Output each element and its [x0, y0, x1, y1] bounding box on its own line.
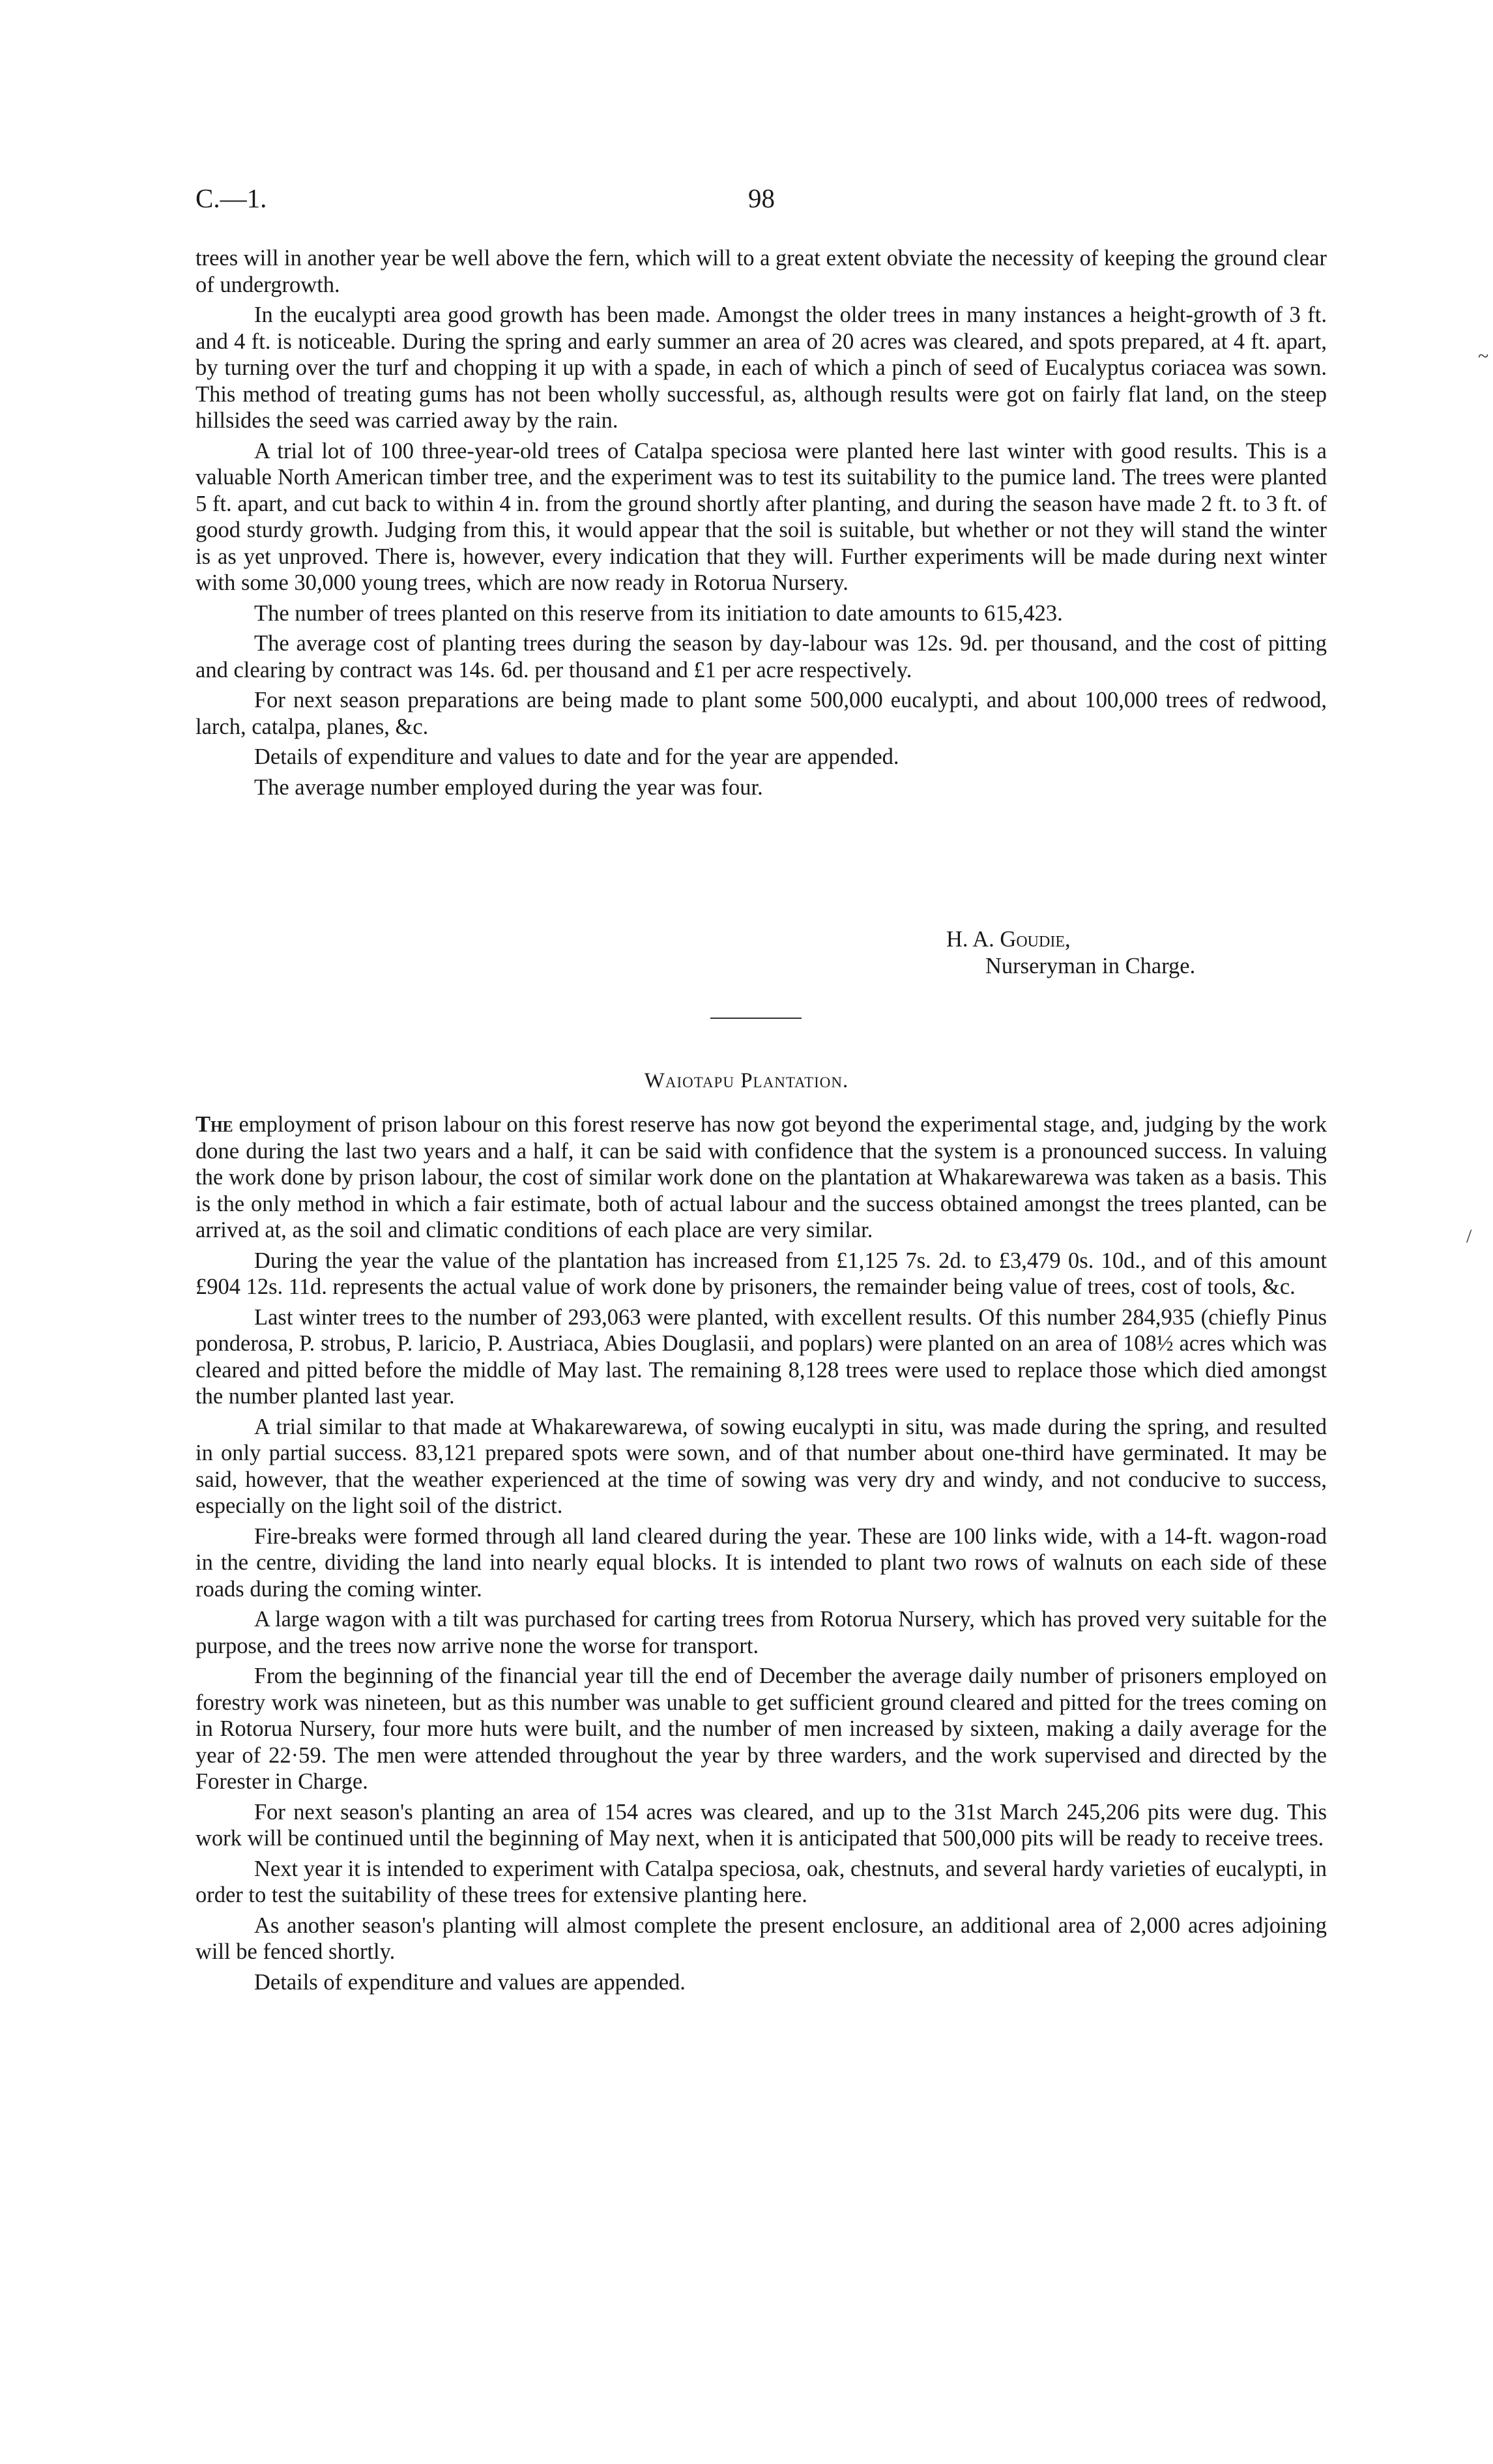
header-document-code: C.—1.: [196, 183, 267, 213]
paragraph: Next year it is intended to experiment with Catalpa speciosa, oak, chestnuts, and several hardy varieties of eucalypti, in order to test the suitability of these trees for extensive planting here.: [196, 1856, 1327, 1907]
section-title: Waiotapu Plantation.: [644, 1069, 849, 1093]
paragraph: Fire-breaks were formed through all land cleared during the year. These are 100 links wide, with a 14-ft. wagon-road in the centre, dividing the land into nearly equal blocks. It is intended to plant two rows of walnuts on each side of these roads during the coming winter.: [196, 1523, 1327, 1602]
paragraph: In the eucalypti area good growth has been made. Amongst the older trees in many instances a height-growth of 3 ft. and 4 ft. is noticeable. During the spring and early summer an area of 20 acres was cleared, and spots prepared, at 4 ft. apart, by turning over the turf and chopping it up with a spade, in each of which a pinch of seed of Eucalyptus coriacea was sown. This method of treating gums has not been wholly successful, as, although results were got on fairly flat land, on the steep hillsides the seed was carried away by the rain.: [196, 302, 1327, 433]
paragraph: For next season's planting an area of 154 acres was cleared, and up to the 31st March 245,206 pits were dug. This work will be continued until the beginning of May next, when it is anticipated that 500,000 pits will be ready to receive trees.: [196, 1799, 1327, 1851]
signature-title: Nurseryman in Charge.: [985, 954, 1196, 978]
paragraph: The average cost of planting trees during the season by day-labour was 12s. 9d. per thousand, and the cost of pitting and clearing by contract was 14s. 6d. per thousand and £1 per acre respectively.: [196, 631, 1327, 682]
paragraph: A large wagon with a tilt was purchased for carting trees from Rotorua Nursery, which has proved very suitable for the purpose, and the trees now arrive none the worse for transport.: [196, 1607, 1327, 1658]
page-number: 98: [748, 183, 775, 213]
paragraph: During the year the value of the plantation has increased from £1,125 7s. 2d. to £3,479 0s. 10d., and of this amount £904 12s. 11d. represents the actual value of work done by prisoners, the remainder being value of trees, cost of tools, &c.: [196, 1248, 1327, 1299]
lead-word: The: [196, 1112, 233, 1137]
paragraph: [196, 1111, 1327, 1244]
paragraph: The average number employed during the year was four.: [254, 774, 763, 800]
paragraph: For next season preparations are being made to plant some 500,000 eucalypti, and about 100,000 trees of redwood, larch, catalpa, planes, &c.: [196, 688, 1327, 739]
paragraph: Details of expenditure and values to date and for the year are appended.: [254, 744, 899, 769]
margin-mark: ~: [1478, 345, 1489, 367]
paragraph: A trial similar to that made at Whakarewarewa, of sowing eucalypti in situ, was made during the spring, and resulted in only partial success. 83,121 prepared spots were sown, and of that number about one-third have germinated. It may be said, however, that the weather experienced at the time of sowing was very dry and windy, and not conducive to success, especially on the light soil of the district.: [196, 1414, 1327, 1518]
paragraph: trees will in another year be well above the fern, which will to a great extent obviate the necessity of keeping the ground clear of undergrowth.: [196, 246, 1327, 297]
section2-body: [196, 1111, 1327, 1999]
paragraph: From the beginning of the financial year till the end of December the average daily number of prisoners employed on forestry work was nineteen, but as this number was unable to get sufficient ground cleared and pitted for the trees coming on in Rotorua Nursery, four more huts were built, and the number of men increased by sixteen, making a daily average for the year of 22·59. The men were attended throughout the year by three warders, and the work supervised and directed by the Forester in Charge.: [196, 1664, 1327, 1794]
paragraph: Last winter trees to the number of 293,063 were planted, with excellent results. Of this number 284,935 (chiefly Pinus ponderosa, P. strobus, P. laricio, P. Austriaca, Abies Douglasii, and poplars) were planted on an area of 108½ acres which was cleared and pitted before the middle of May last. The remaining 8,128 trees were used to replace those which died amongst the number planted last year.: [196, 1304, 1327, 1409]
section1-body: [196, 245, 1327, 804]
section-divider: [710, 1018, 802, 1019]
paragraph: The number of trees planted on this reserve from its initiation to date amounts to 615,423.: [254, 600, 1063, 626]
paragraph: As another season's planting will almost complete the present enclosure, an additional area of 2,000 acres adjoining will be fenced shortly.: [196, 1913, 1327, 1964]
margin-mark: /: [1466, 1225, 1472, 1247]
paragraph: Details of expenditure and values are appended.: [254, 1969, 686, 1995]
signature-name: H. A. Goudie,: [946, 927, 1071, 952]
paragraph: A trial lot of 100 three-year-old trees of Catalpa speciosa were planted here last winter with good results. This is a valuable North American timber tree, and the experiment was to test its suitability to the pumice land. The trees were planted 5 ft. apart, and cut back to within 4 in. from the ground shortly after planting, and during the season have made 2 ft. to 3 ft. of good sturdy growth. Judging from this, it would appear that the soil is suitable, but whether or not they will stand the winter is as yet unproved. There is, however, every indication that they will. Further experiments will be made during next winter with some 30,000 young trees, which are now ready in Rotorua Nursery.: [196, 438, 1327, 595]
paragraph-text: employment of prison labour on this forest reserve has now got beyond the experimental stage, and, judging by the work done during the last two years and a half, it can be said with confidence that the system is a pronounced success. In valuing the work done by prison labour, the cost of similar work done on the plantation at Whakarewarewa was taken as a basis. This is the only method in which a fair estimate, both of actual labour and the success obtained amongst the trees planted, can be arrived at, as the soil and climatic conditions of each place are very similar.: [196, 1112, 1327, 1242]
